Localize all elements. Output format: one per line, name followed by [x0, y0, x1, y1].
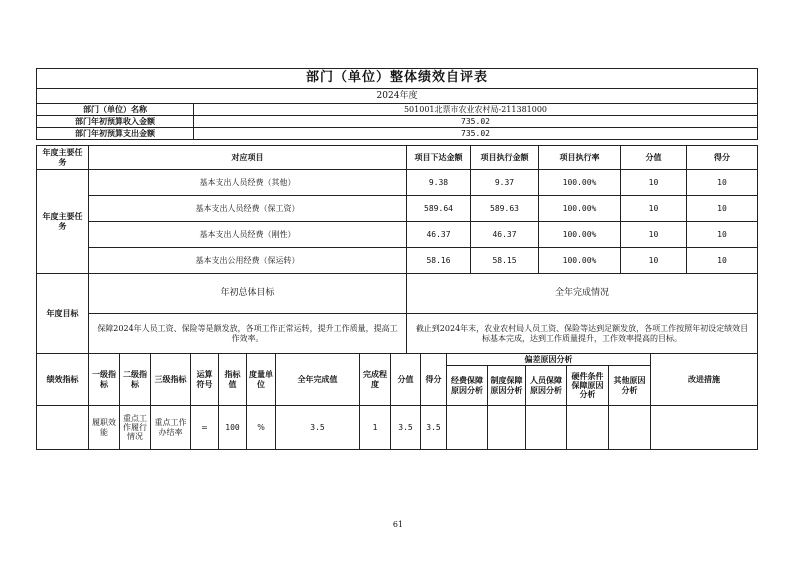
col-level1: 一级指标	[89, 354, 120, 406]
deviation-group-header: 偏差原因分析	[447, 354, 651, 366]
dept-name-value: 501001北票市农业农村局-211381000	[194, 104, 758, 116]
table-row	[37, 196, 758, 222]
score: 10	[687, 196, 758, 222]
page-title: 部门（单位）整体绩效自评表	[37, 69, 758, 89]
dev-hardware-cell	[567, 406, 609, 450]
score-cell: 3.5	[421, 406, 447, 450]
col-score: 得分	[421, 354, 447, 406]
overall-goal-header: 年初总体目标	[89, 274, 407, 314]
indicators-row-spacer	[37, 406, 89, 450]
level2-cell: 重点工作履行情况	[120, 406, 151, 450]
col-completion: 全年完成值	[276, 354, 360, 406]
col-target: 指标值	[219, 354, 247, 406]
income-value: 735.02	[194, 116, 758, 128]
table-row	[37, 406, 758, 450]
col-dev-staff: 人员保障原因分析	[526, 366, 567, 406]
table-row	[37, 170, 758, 196]
goals-table	[36, 273, 758, 354]
col-improvement: 改进措施	[651, 354, 758, 406]
col-allocated: 项目下达金额	[407, 146, 471, 170]
col-level3: 三级指标	[151, 354, 191, 406]
score-value: 10	[621, 248, 687, 274]
dev-other-cell	[609, 406, 651, 450]
level1-cell: 履职效能	[89, 406, 120, 450]
col-score-value: 分值	[391, 354, 421, 406]
expense-label: 部门年初预算支出金额	[37, 128, 194, 140]
project-name: 基本支出公用经费（保运转）	[89, 248, 407, 274]
execution-rate: 100.00%	[539, 170, 621, 196]
col-dev-hardware: 硬件条件保障原因分析	[567, 366, 609, 406]
tasks-left-header: 年度主要任务	[37, 146, 89, 170]
dev-staff-cell	[526, 406, 567, 450]
indicators-table	[36, 353, 758, 450]
score-value: 10	[621, 196, 687, 222]
indicators-label: 绩效指标	[37, 354, 89, 406]
completion-header: 全年完成情况	[407, 274, 758, 314]
col-operator: 运算符号	[191, 354, 219, 406]
completion-text: 截止到2024年末，农业农村局人员工资、保险等达到足额发放，各项工作按照年初设定绩效目标基本完成，达到工作质量提升，工作效率提高的目标。	[407, 314, 758, 354]
completion-cell: 3.5	[276, 406, 360, 450]
tasks-group-label: 年度主要任务	[37, 170, 89, 274]
target-cell: 100	[219, 406, 247, 450]
project-name: 基本支出人员经费（刚性）	[89, 222, 407, 248]
execution-rate: 100.00%	[539, 222, 621, 248]
executed-amount: 589.63	[471, 196, 539, 222]
executed-amount: 46.37	[471, 222, 539, 248]
page-number: 61	[392, 520, 404, 529]
executed-amount: 58.15	[471, 248, 539, 274]
improvement-cell	[651, 406, 758, 450]
dev-system-cell	[488, 406, 526, 450]
project-name: 基本支出人员经费（其他）	[89, 170, 407, 196]
col-degree: 完成程度	[360, 354, 391, 406]
operator-cell: =	[191, 406, 219, 450]
dept-name-label: 部门（单位）名称	[37, 104, 194, 116]
level3-cell: 重点工作办结率	[151, 406, 191, 450]
score: 10	[687, 222, 758, 248]
col-unit: 度量单位	[247, 354, 276, 406]
overall-goal-text: 保障2024年人员工资、保险等是额发放，各项工作正常运转，提升工作质量，提高工作效率。	[89, 314, 407, 354]
degree-cell: 1	[360, 406, 391, 450]
col-score: 得分	[687, 146, 758, 170]
score-value-cell: 3.5	[391, 406, 421, 450]
execution-rate: 100.00%	[539, 248, 621, 274]
execution-rate: 100.00%	[539, 196, 621, 222]
col-dev-system: 制度保障原因分析	[488, 366, 526, 406]
score-value: 10	[621, 222, 687, 248]
table-row	[37, 248, 758, 274]
dev-funding-cell	[447, 406, 488, 450]
col-rate: 项目执行率	[539, 146, 621, 170]
score: 10	[687, 248, 758, 274]
col-level2: 二级指标	[120, 354, 151, 406]
header-table	[36, 68, 758, 140]
unit-cell: %	[247, 406, 276, 450]
col-project: 对应项目	[89, 146, 407, 170]
allocated-amount: 9.38	[407, 170, 471, 196]
score: 10	[687, 170, 758, 196]
col-score-value: 分值	[621, 146, 687, 170]
expense-value: 735.02	[194, 128, 758, 140]
col-dev-other: 其他原因分析	[609, 366, 651, 406]
allocated-amount: 58.16	[407, 248, 471, 274]
allocated-amount: 46.37	[407, 222, 471, 248]
project-name: 基本支出人员经费（保工资）	[89, 196, 407, 222]
year-label: 2024年度	[37, 89, 758, 104]
allocated-amount: 589.64	[407, 196, 471, 222]
executed-amount: 9.37	[471, 170, 539, 196]
col-executed: 项目执行金额	[471, 146, 539, 170]
income-label: 部门年初预算收入金额	[37, 116, 194, 128]
col-dev-funding: 经费保障原因分析	[447, 366, 488, 406]
goals-label: 年度目标	[37, 274, 89, 354]
tasks-table	[36, 145, 758, 274]
table-row	[37, 222, 758, 248]
score-value: 10	[621, 170, 687, 196]
